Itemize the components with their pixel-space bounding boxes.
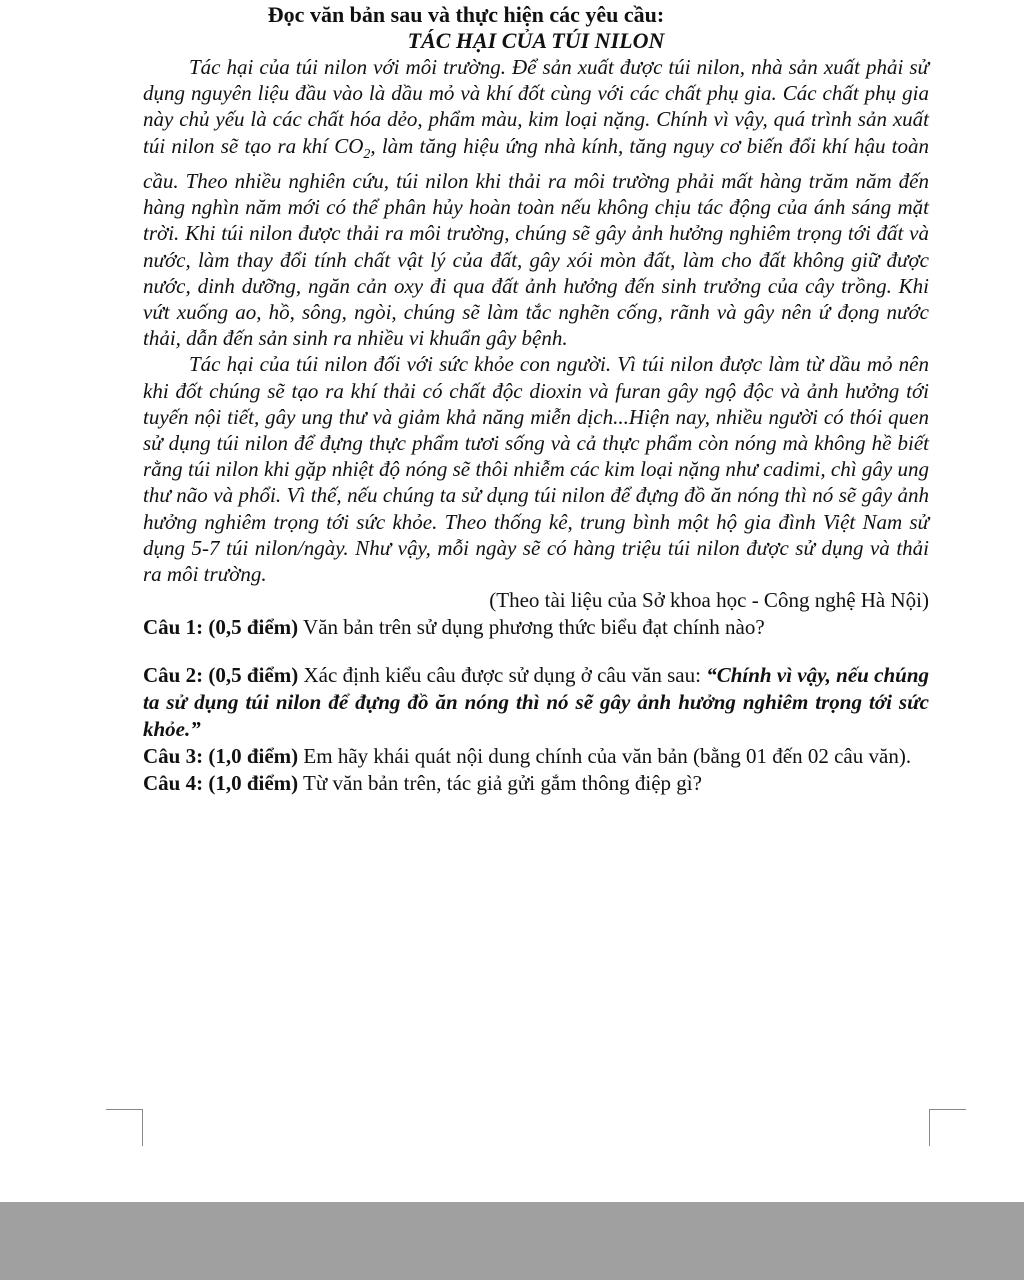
source-citation: (Theo tài liệu của Sở khoa học - Công nghệ Hà Nội) <box>489 588 929 613</box>
crop-mark-right <box>929 1109 966 1146</box>
question-2-text: Xác định kiểu câu được sử dụng ở câu văn sau: <box>298 663 707 688</box>
crop-mark-left <box>106 1109 143 1146</box>
question-3-label: Câu 3: (1,0 điểm) <box>143 744 299 769</box>
question-1-text: Văn bản trên sử dụng phương thức biểu đạt chính nào? <box>298 615 765 640</box>
document-content <box>143 2 929 797</box>
question-1 <box>143 614 929 641</box>
question-2-label: Câu 2: (0,5 điểm) <box>143 663 299 688</box>
co2-subscript: 2 <box>363 146 371 162</box>
page-gap-bar <box>0 1202 1024 1280</box>
question-3 <box>143 743 929 770</box>
paragraph-environment <box>143 54 929 351</box>
question-3-text: Em hãy khái quát nội dung chính của văn bản (bằng 01 đến 02 câu văn). <box>298 744 912 769</box>
reading-instruction: Đọc văn bản sau và thực hiện các yêu cầu: <box>267 2 665 27</box>
question-1-label: Câu 1: (0,5 điểm) <box>143 615 299 640</box>
question-2 <box>143 662 929 743</box>
question-4-label: Câu 4: (1,0 điểm) <box>143 771 299 796</box>
paragraph-environment-part2: , làm tăng hiệu ứng nhà kính, tăng nguy cơ biến đổi khí hậu toàn cầu. Theo nhiều nghiên cứu, túi nilon khi thải ra môi trường phải mất hàng trăm năm đến hàng nghìn năm mới có thể phân hủy hoàn toàn nếu không chịu tác động của ánh sáng mặt trời. Khi túi nilon được thải ra môi trường, chúng sẽ gây ảnh hưởng nghiêm trọng tới đất và nước, làm thay đổi tính chất vật lý của đất, gây xói mòn đất, làm cho đất không giữ được nước, dinh dưỡng, ngăn cản oxy đi qua đất ảnh hưởng đến sinh trưởng của cây trồng. Khi vứt xuống ao, hồ, sông, ngòi, chúng sẽ làm tắc nghẽn cống, rãnh và gây nên ứ đọng nước thải, dẫn đến sản sinh ra nhiều vi khuẩn gây bệnh. <box>143 133 929 351</box>
paragraph-environment-part1: Tác hại của túi nilon với môi trường. Để sản xuất được túi nilon, nhà sản xuất phải sử dụng nguyên liệu đầu vào là dầu mỏ và khí đốt cùng với các chất phụ gia. Các chất phụ gia này chủ yếu là các chất hóa dẻo, phẩm màu, kim loại nặng. Chính vì vậy, quá trình sản xuất túi nilon sẽ tạo ra khí CO <box>143 55 929 158</box>
paragraph-health: Tác hại của túi nilon đối với sức khỏe con người. Vì túi nilon được làm từ dầu mỏ nên khi đốt chúng sẽ tạo ra khí thải có chất độc dioxin và furan gây ngộ độc và ảnh hưởng tới tuyến nội tiết, gây ung thư và giảm khả năng miễn dịch...Hiện nay, nhiều người có thói quen sử dụng túi nilon để đựng thực phẩm tươi sống và cả thực phẩm còn nóng mà không hề biết rằng túi nilon khi gặp nhiệt độ nóng sẽ thôi nhiễm các kim loại nặng như cadimi, chì gây ung thư não và phổi. Vì thế, nếu chúng ta sử dụng túi nilon để đựng đồ ăn nóng thì nó sẽ gây ảnh hưởng nghiêm trọng tới sức khỏe. Theo thống kê, trung bình một hộ gia đình Việt Nam sử dụng 5-7 túi nilon/ngày. Như vậy, mỗi ngày sẽ có hàng triệu túi nilon được sử dụng và thải ra môi trường. <box>143 352 929 587</box>
question-4-text: Từ văn bản trên, tác giả gửi gắm thông điệp gì? <box>298 771 702 796</box>
text-title: TÁC HẠI CỦA TÚI NILON <box>407 28 665 53</box>
question-2-quote: “Chính vì vậy, nếu chúng ta sử dụng túi nilon để đựng đồ ăn nóng thì nó sẽ gây ảnh hưởng nghiêm trọng tới sức khỏe.” <box>143 663 929 742</box>
question-4 <box>143 770 929 797</box>
